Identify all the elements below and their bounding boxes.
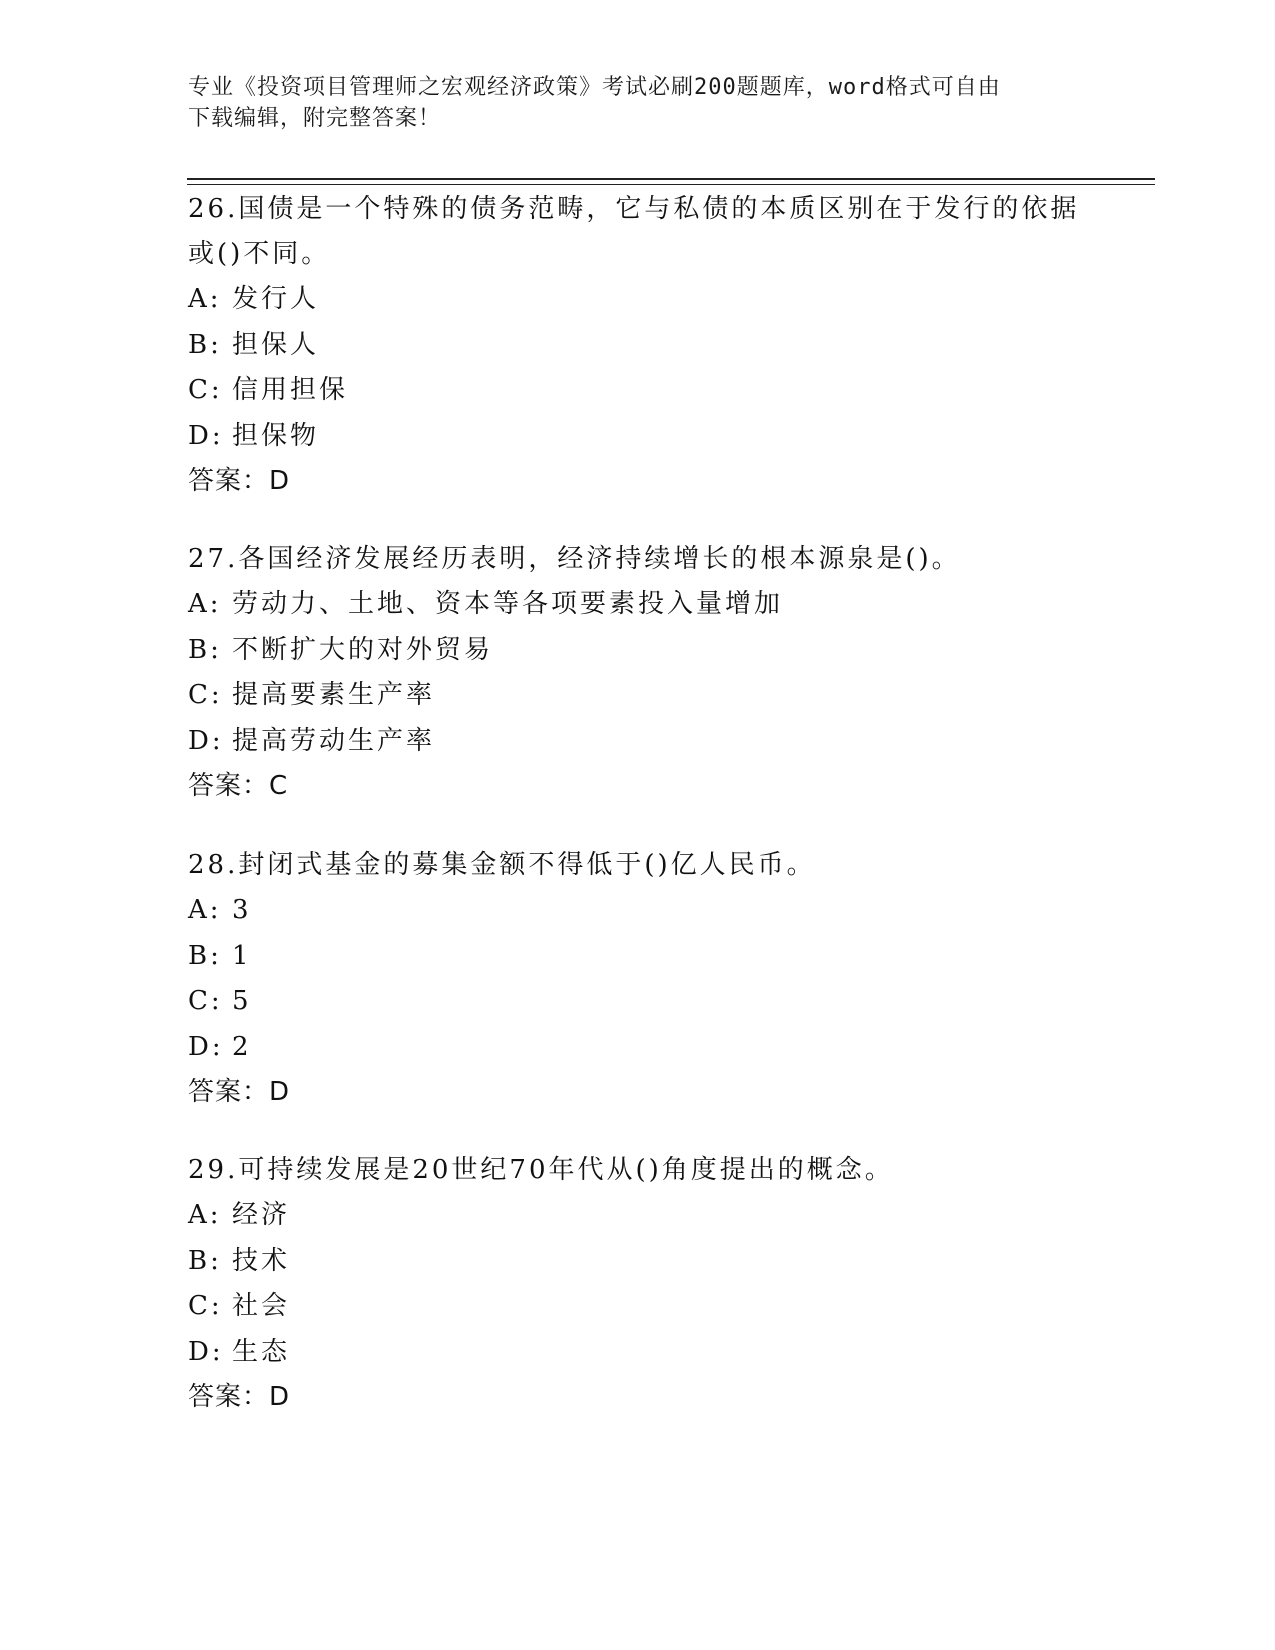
header-line-1: 专业《投资项目管理师之宏观经济政策》考试必刷200题题库，word格式可自由 (188, 75, 1001, 100)
option-d (188, 1330, 1108, 1376)
option-text: 技术 (232, 1245, 291, 1276)
option-text: 担保人 (232, 329, 320, 360)
question-stem: 29.可持续发展是20世纪70年代从()角度提出的概念。 (188, 1155, 894, 1185)
option-a (188, 277, 1108, 323)
question-stem: 28.封闭式基金的募集金额不得低于()亿人民币。 (188, 850, 816, 880)
option-letter: A: (188, 589, 222, 619)
option-b (188, 1239, 1108, 1285)
option-b (188, 323, 1108, 369)
option-letter: B: (188, 940, 222, 971)
option-letter: A: (188, 284, 222, 314)
question-27 (188, 537, 1108, 809)
question-28 (188, 843, 1108, 1115)
option-letter: A: (188, 895, 222, 925)
option-a (188, 888, 1108, 934)
option-letter: D: (188, 420, 224, 451)
option-letter: B: (188, 329, 222, 360)
answer-line: 答案：D (188, 1077, 291, 1107)
option-a (188, 582, 1108, 628)
option-d (188, 719, 1108, 765)
option-c (188, 1284, 1108, 1330)
question-stem: 26.国债是一个特殊的债务范畴，它与私债的本质区别在于发行的依据 (188, 194, 1080, 224)
option-letter: D: (188, 1031, 224, 1062)
option-d (188, 1025, 1108, 1071)
header-divider-thin (187, 184, 1155, 185)
option-c (188, 368, 1108, 414)
option-b (188, 628, 1108, 674)
option-text: 担保物 (232, 420, 320, 451)
option-text: 社会 (232, 1291, 291, 1321)
option-letter: D: (188, 725, 224, 756)
question-stem: 27.各国经济发展经历表明，经济持续增长的根本源泉是()。 (188, 544, 961, 574)
option-letter: C: (188, 375, 223, 405)
option-text: 2 (232, 1031, 252, 1062)
answer-line: 答案：D (188, 1382, 291, 1412)
option-a (188, 1193, 1108, 1239)
option-letter: D: (188, 1336, 224, 1367)
header-line-2: 下载编辑，附完整答案！ (188, 106, 442, 131)
answer-line: 答案：C (188, 771, 289, 801)
option-c (188, 673, 1108, 719)
option-text: 5 (232, 986, 252, 1016)
option-text: 劳动力、土地、资本等各项要素投入量增加 (232, 589, 784, 619)
option-b (188, 934, 1108, 980)
question-29 (188, 1148, 1108, 1420)
option-letter: C: (188, 1291, 223, 1321)
option-text: 生态 (232, 1336, 291, 1367)
document-header (188, 72, 1088, 134)
option-letter: C: (188, 986, 223, 1016)
option-d (188, 414, 1108, 460)
answer-line: 答案：D (188, 466, 291, 496)
option-text: 3 (232, 895, 252, 925)
option-text: 经济 (232, 1200, 291, 1230)
question-26 (188, 187, 1108, 504)
option-c (188, 979, 1108, 1025)
option-letter: B: (188, 634, 222, 665)
option-text: 信用担保 (232, 375, 349, 405)
option-text: 发行人 (232, 284, 320, 314)
option-letter: A: (188, 1200, 222, 1230)
option-letter: C: (188, 680, 223, 710)
option-text: 1 (232, 940, 252, 971)
option-text: 提高劳动生产率 (232, 725, 436, 756)
question-stem-continuation: 或()不同。 (188, 239, 331, 269)
option-letter: B: (188, 1245, 222, 1276)
option-text: 提高要素生产率 (232, 680, 436, 710)
header-divider-thick (187, 178, 1155, 180)
option-text: 不断扩大的对外贸易 (232, 634, 494, 665)
